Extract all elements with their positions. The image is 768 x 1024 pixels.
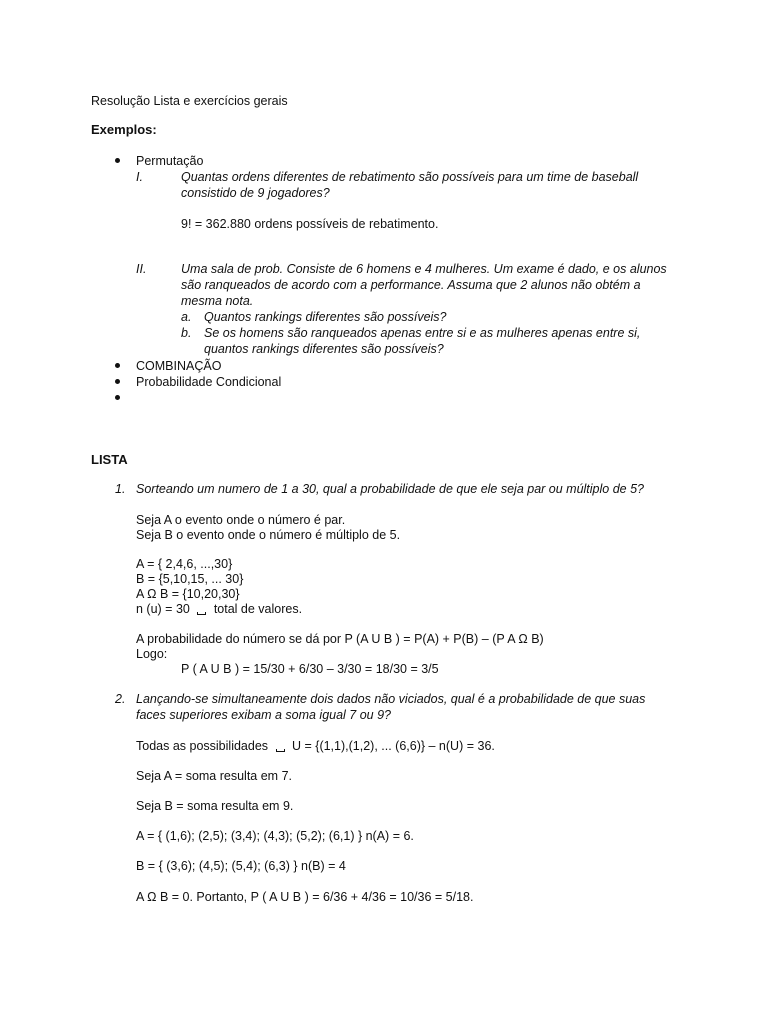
q2-text-line1: Uma sala de prob. Consiste de 6 homens e 4 mulheres. Um exame é dado, e os alunos bbox=[181, 262, 667, 276]
ex2-line: Seja B = soma resulta em 9. bbox=[136, 799, 294, 813]
ex1-number: 1. bbox=[115, 482, 126, 496]
ex2-line: A = { (1,6); (2,5); (3,4); (4,3); (5,2); (6,1) } n(A) = 6. bbox=[136, 829, 414, 843]
ex1-line: B = {5,10,15, ... 30} bbox=[136, 572, 244, 586]
ex1-result: P ( A U B ) = 15/30 + 6/30 – 3/30 = 18/30 = 3/5 bbox=[181, 662, 439, 676]
bullet-icon bbox=[115, 379, 120, 384]
ex2-line: A Ω B = 0. Portanto, P ( A U B ) = 6/36 + 4/36 = 10/36 = 5/18. bbox=[136, 890, 474, 904]
bullet-icon bbox=[115, 363, 120, 368]
q2a-letter: a. bbox=[181, 310, 192, 324]
ex2-line-part: U = {(1,1),(1,2), ... (6,6)} – n(U) = 36. bbox=[292, 739, 495, 753]
ex2-line bbox=[136, 738, 495, 754]
ex1-line-part: n (u) = 30 bbox=[136, 602, 190, 616]
q2a-text: Quantos rankings diferentes são possíveis? bbox=[204, 310, 447, 324]
q2-text-line2: são ranqueados de acordo com a performance. Assuma que 2 alunos não obtém a bbox=[181, 278, 641, 292]
ex2-line: B = { (3,6); (4,5); (5,4); (6,3) } n(B) = 4 bbox=[136, 859, 346, 873]
ex1-line: A = { 2,4,6, ...,30} bbox=[136, 557, 233, 571]
document-title: Resolução Lista e exercícios gerais bbox=[91, 94, 288, 108]
exemplos-heading: Exemplos: bbox=[91, 122, 157, 137]
ex1-line: Seja A o evento onde o número é par. bbox=[136, 513, 346, 527]
q2b-text-line2: quantos rankings diferentes são possíveis? bbox=[204, 342, 444, 356]
q1-text-line1: Quantas ordens diferentes de rebatimento são possíveis para um time de baseball bbox=[181, 170, 639, 184]
q2b-text-line1: Se os homens são ranqueados apenas entre si e as mulheres apenas entre si, bbox=[204, 326, 641, 340]
ex1-question: Sorteando um numero de 1 a 30, qual a probabilidade de que ele seja par ou múltiplo de 5? bbox=[136, 482, 644, 496]
ex2-question-line2: faces superiores exibam a soma igual 7 ou 9? bbox=[136, 708, 392, 722]
ex1-line: A probabilidade do número se dá por P (A U B ) = P(A) + P(B) – (P A Ω B) bbox=[136, 632, 544, 646]
q2-text-line3: mesma nota. bbox=[181, 294, 254, 308]
ex1-line: Logo: bbox=[136, 647, 168, 661]
q1-answer: 9! = 362.880 ordens possíveis de rebatimento. bbox=[181, 217, 439, 231]
ex1-line-part: total de valores. bbox=[213, 602, 303, 616]
implies-arrow-icon bbox=[276, 746, 285, 752]
q1-number: I. bbox=[136, 170, 143, 184]
ex2-line: Seja A = soma resulta em 7. bbox=[136, 769, 292, 783]
q1-text-line2: consistido de 9 jogadores? bbox=[181, 186, 330, 200]
ex2-number: 2. bbox=[115, 692, 126, 706]
q2-number: II. bbox=[136, 262, 147, 276]
ex1-line: Seja B o evento onde o número é múltiplo de 5. bbox=[136, 528, 401, 542]
ex2-question-line1: Lançando-se simultaneamente dois dados não viciados, qual é a probabilidade de que suas bbox=[136, 692, 646, 706]
ex1-line: A Ω B = {10,20,30} bbox=[136, 587, 240, 601]
probabilidade-label: Probabilidade Condicional bbox=[136, 375, 282, 389]
q2b-letter: b. bbox=[181, 326, 192, 340]
bullet-icon bbox=[115, 158, 120, 163]
implies-arrow-icon bbox=[197, 609, 206, 615]
permutacao-label: Permutação bbox=[136, 154, 204, 168]
combinacao-label: COMBINAÇÃO bbox=[136, 359, 222, 373]
ex2-line-part: Todas as possibilidades bbox=[136, 739, 269, 753]
ex1-line bbox=[136, 601, 302, 617]
lista-heading: LISTA bbox=[91, 452, 128, 467]
bullet-icon bbox=[115, 395, 120, 400]
